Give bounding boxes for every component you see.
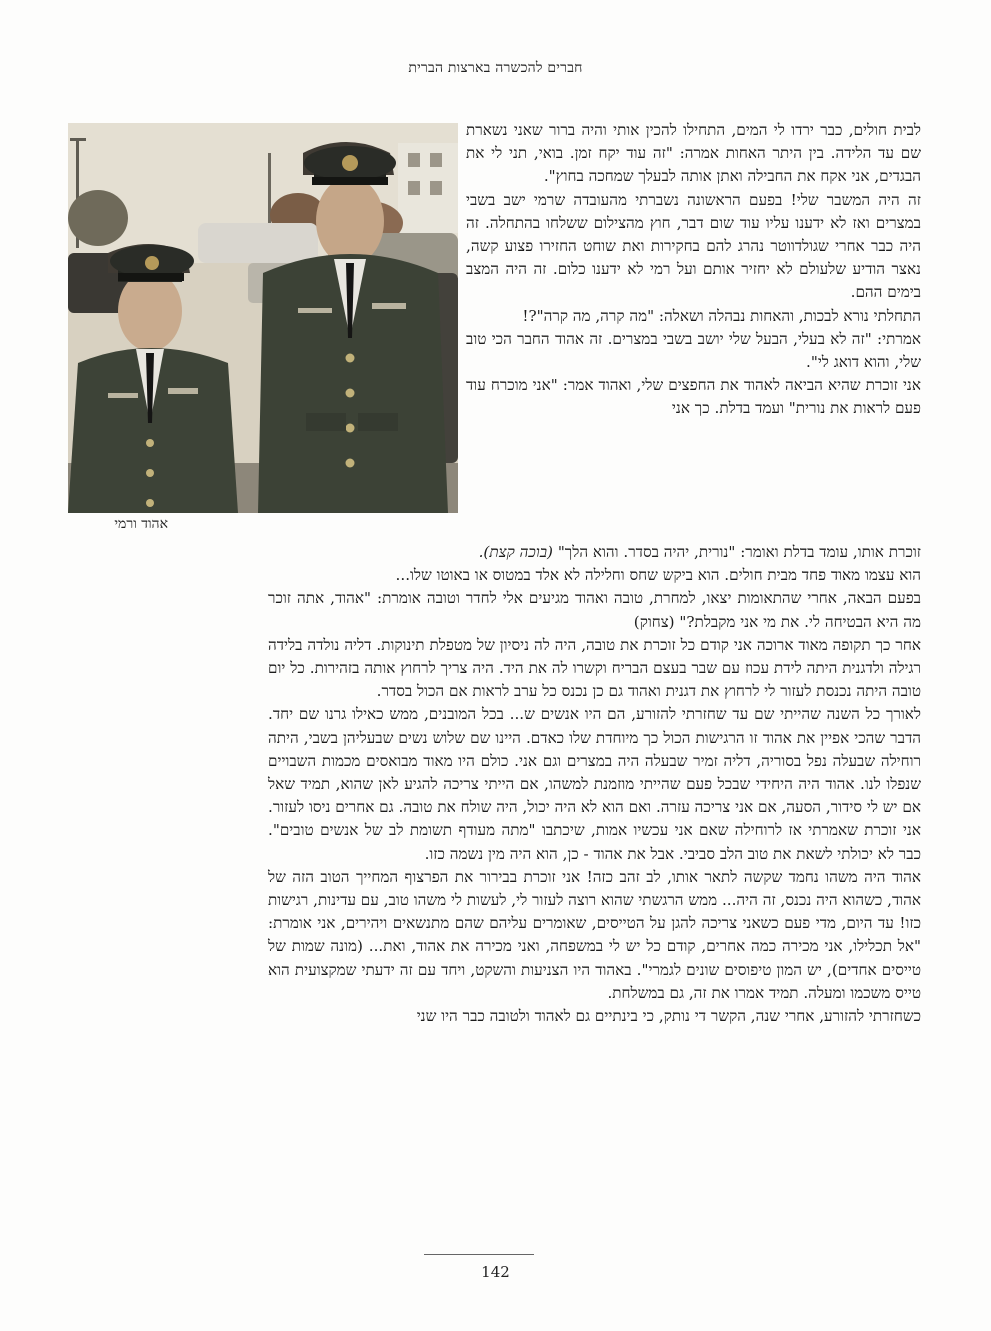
paragraph: אמרתי: "זה לא בעלי, הבעל שלי יושב בשבי במצרים. זה אהוד החבר הכי טוב שלי, והוא דואג לי".	[466, 329, 921, 372]
paragraph: אני זוכרת שהיא הביאה לאהוד את החפצים שלי, ואהוד אמר: "אני מוכרח עוד פעם לראות את נורית" ועמד בדלת. כך אני	[466, 376, 921, 418]
paragraph: לבית חולים, כבר ירדו לי המים, התחילו להכין אותי והיה ברור שאני נשארת שם עד הלידה. בין היתר האחות אמרה: "זה עוד יקח זמן. בואי, תני לי את הבגדים, אני אקח את החבילה ואתן אותה לבעלך שמחכה בחוץ".	[466, 121, 921, 186]
text-column-beside-photo	[466, 119, 921, 421]
paragraph: בפעם הבאה, אחרי שהתאומות יצאו, למחרת, טובה ואהוד מגיעים אלי לחדר וטובה אומרת: "אהוד, אתה זוכר מה היא הבטיחה לי. את מי אני מקבלת?" (צחוק)	[268, 589, 921, 631]
paragraph: זה היה המשבר שלי! בפעם הראשונה נשברתי מהעובדה שרמי ישב בשבי במצרים ואז לא ידענו עליו עוד שום דבר, חוץ מהצילום ששלחו בהתחלה. זה היה כבר אחרי שגולדווטר נהרג להם בחקירות ואת שוחט החזירו פצוע קשה, נאצר הודיע שלעולם לא יחזיר אותם ועל רמי לא ידענו כלום. זה היה המצב בימים ההם.	[466, 190, 921, 302]
continuation-text: זוכרת אותו, עומד בדלת ואומר: "נורית, יהיה בסדר. והוא הלך"	[557, 543, 921, 561]
paragraph-continuation	[268, 541, 921, 564]
photograph-two-pilots	[68, 123, 458, 513]
photo-caption: אהוד ורמי	[114, 516, 168, 532]
paragraph: התחלתי נורא לבכות, והאחות נבהלה ושאלה: "מה קרה, מה קרה"?!	[522, 306, 921, 325]
paragraph: כשחזרתי להזורע, אחרי שנה, הקשר די נותק, כי בינתיים גם לאהוד ולטובה כבר היו שני	[416, 1007, 921, 1026]
page-number: 142	[481, 1263, 510, 1281]
running-header: חברים להכשרה בארצות הברית	[408, 60, 583, 76]
paragraph: אהוד היה משהו נחמד שקשה לתאר אותו, לב זהב כזה! אני זוכרת בבירור את הפרצוף המחייך הטוב הזה של אהוד, כשהוא היה נכנס, זה היה... ממש הרגשתי שהוא רוצה לעזור לי, לעשות לי משהו טוב, עם עדינות, רגישות כזו! עד היום, מדי פעם כשאני צריכה להגן על הטייסים, שאומרים עליהם שהם מתנשאים ויהירים, אני אומרת: "אל תכלילו, אני מכירה כמה אחרים, קודם כל יש לי במשפחה, ואני מכירה את אהוד, ואת... (מונה שמות של טייסים אחדים), יש המון טיפוסים שונים לגמרי". באהוד היו הצניעות והשקט, ויחד עם זה ידעתי שמקצועית הוא טייס משכמו ומעלה. תמיד אמרו את זה, גם במשלחת.	[268, 867, 921, 1002]
stage-direction: (בוכה קצת).	[478, 543, 553, 561]
footer-divider	[424, 1254, 534, 1255]
paragraph: הוא עצמו מאוד פחד מבית חולים. הוא ביקש שחס וחלילה לא אלד במטוס או באוטו שלו...	[395, 566, 921, 585]
text-column-full-width	[268, 541, 921, 1028]
paragraph: אחר כך תקופה מאוד ארוכה אני קודם כל זוכרת את טובה, היה לה ניסיון של מטפלת תינוקות. דליה נולדה בלידה רגילה ולדגנית היתה לידת עכוז עם שבר בעצם הבריח וקשרו לה את היד. היה צריך לרחוץ אותה בזהירות. כל יום טובה היתה נכנסת לעזור לי לרחוץ את דגנית ואהוד גם כן נכנס כל ערב לראות אם הכול בסדר.	[268, 635, 921, 701]
paragraph: לאורך כל השנה שהייתי שם עד שחזרתי להזורע, הם היו אנשים ש... בכל המובנים, ממש כאילו גרנו שם יחד. הדבר שהכי אפיין את אהוד זו הרגישות הכול כך מיוחדת שלו כאדם. היינו שם שלוש נשים שבעליהן בשבי, היתה רוחילה שבעלה נפל בסוריה, דליה זמיר שבעלה היה במצרים וגם אני. כולם היו מאוד מבואסים מכמות השבויים שנפלו לנו. אהוד היה היחידי שבכל פעם שהייתי מוזמנת למשהו, אם הייתי צריכה להגיע לאן שהוא, תמיד שאל אם יש לי סידור, הסעה, אם אני צריכה עזרה. ואם הוא לא היה יכול, היה שולח את טובה. גם אחרים ניסו לעזור. אני זוכרת שאמרתי אז לרוחילה שאם אני עכשיו אמות, שיכתבו "מתה מעודף תשומת לב של אנשים טובים". כבר לא יכולתי לשאת את טוב הלב סביבי. אבל את אהוד - כן, הוא היה מין נשמה כזו.	[268, 705, 921, 863]
photo-illustration	[68, 123, 458, 513]
